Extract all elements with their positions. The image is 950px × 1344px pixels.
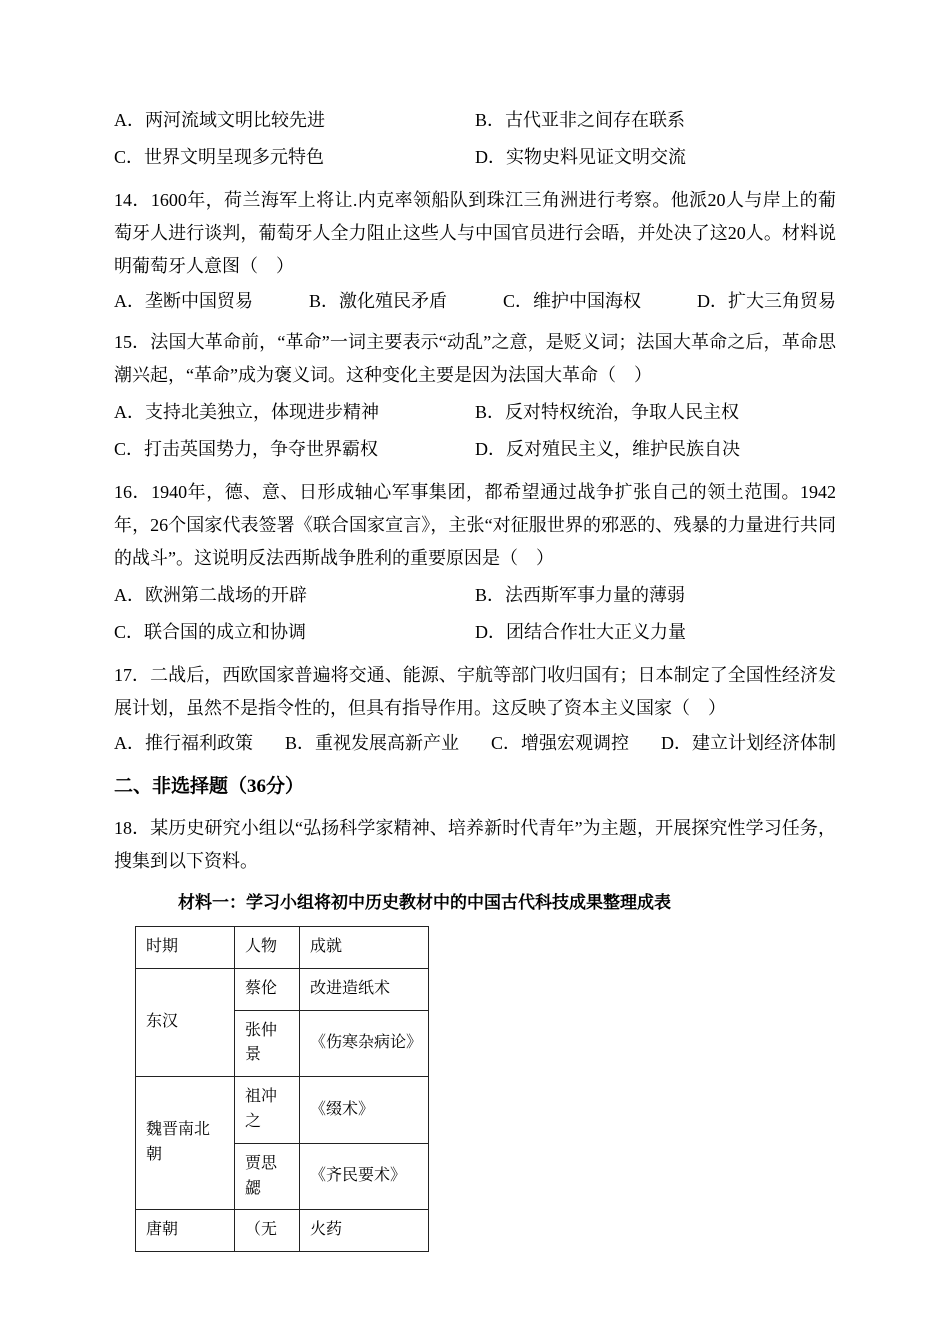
q17-option-d: D．建立计划经济体制 <box>660 733 836 753</box>
q17-options <box>114 727 836 760</box>
cell-person-zhangzhongjing: 张仲景 <box>235 1010 300 1077</box>
cell-person-zuchongzhi: 祖冲之 <box>235 1077 300 1144</box>
q13-option-d: D．实物史料见证文明交流 <box>475 147 686 167</box>
question-16-stem: 16．1940年，德、意、日形成轴心军事集团，都希望通过战争扩张自己的领土范围。1942年，26个国家代表签署《联合国家宣言》，主张“对征服世界的邪恶的、残暴的力量进行共同的战斗”。这说明反法西斯战争胜利的重要原因是（ ） <box>114 482 836 568</box>
cell-period-donghan: 东汉 <box>136 968 235 1076</box>
cell-achievement-gunpowder: 火药 <box>300 1210 429 1252</box>
q14-option-d: D．扩大三角贸易 <box>696 291 836 311</box>
question-14-stem: 14．1600年，荷兰海军上将让.内克率领船队到珠江三角洲进行考察。他派20人与岸上的葡萄牙人进行谈判，葡萄牙人全力阻止这些人与中国官员进行会晤，并处决了这20人。材料说明葡萄牙人意图（ ） <box>114 190 836 276</box>
cell-period-tang: 唐朝 <box>136 1210 235 1252</box>
q14-option-b: B．激化殖民矛盾 <box>308 291 447 311</box>
q13-option-a: A．两河流域文明比较先进 <box>114 110 325 130</box>
q14-option-c: C．维护中国海权 <box>502 291 641 311</box>
q16-option-a: A．欧洲第二战场的开辟 <box>114 585 307 605</box>
q15-option-a: A．支持北美独立，体现进步精神 <box>114 402 379 422</box>
table-row <box>136 1077 429 1144</box>
q16-option-b: B．法西斯军事力量的薄弱 <box>475 585 686 605</box>
cell-achievement-papermaking: 改进造纸术 <box>300 968 429 1010</box>
table-header-person: 人物 <box>235 927 300 969</box>
cell-person-jiasixie: 贾思勰 <box>235 1143 300 1210</box>
q13-option-b: B．古代亚非之间存在联系 <box>475 110 686 130</box>
table-header-achievement: 成就 <box>300 927 429 969</box>
question-15-stem: 15．法国大革命前，“革命”一词主要表示“动乱”之意，是贬义词；法国大革命之后，革命思潮兴起，“革命”成为褒义词。这种变化主要是因为法国大革命（ ） <box>114 332 836 385</box>
q16-options <box>114 577 836 651</box>
q17-option-b: B．重视发展高新产业 <box>284 733 459 753</box>
cell-achievement-zhuishu: 《缀术》 <box>300 1077 429 1144</box>
section-2-title: 二、非选择题（36分） <box>114 776 305 797</box>
cell-achievement-shanghan: 《伤寒杂病论》 <box>300 1010 429 1077</box>
q15-option-d: D．反对殖民主义，维护民族自决 <box>475 439 740 459</box>
q16-option-d: D．团结合作壮大正义力量 <box>475 622 686 642</box>
material-1-caption: 材料一：学习小组将初中历史教材中的中国古代科技成果整理成表 <box>178 893 671 912</box>
q15-options <box>114 394 836 468</box>
q14-option-a: A．垄断中国贸易 <box>114 291 253 311</box>
q14-options <box>114 285 836 318</box>
q13-options <box>114 102 836 176</box>
cell-person-cailun: 蔡伦 <box>235 968 300 1010</box>
q15-option-c: C．打击英国势力，争夺世界霸权 <box>114 439 379 459</box>
table-header-row <box>136 927 429 969</box>
cell-period-weijin: 魏晋南北朝 <box>136 1077 235 1210</box>
question-18-stem: 18．某历史研究小组以“弘扬科学家精神、培养新时代青年”为主题，开展探究性学习任务，搜集到以下资料。 <box>114 818 836 871</box>
q17-option-a: A．推行福利政策 <box>114 733 253 753</box>
cell-achievement-qimin: 《齐民要术》 <box>300 1143 429 1210</box>
table-header-period: 时期 <box>136 927 235 969</box>
q13-option-c: C．世界文明呈现多元特色 <box>114 147 325 167</box>
q15-option-b: B．反对特权统治，争取人民主权 <box>475 402 740 422</box>
material-1-table <box>135 926 429 1252</box>
table-row <box>136 1210 429 1252</box>
q16-option-c: C．联合国的成立和协调 <box>114 622 307 642</box>
table-row <box>136 968 429 1010</box>
cell-person-none: （无 <box>235 1210 300 1252</box>
question-17-stem: 17．二战后，西欧国家普遍将交通、能源、宇航等部门收归国有；日本制定了全国性经济发展计划，虽然不是指令性的，但具有指导作用。这反映了资本主义国家（ ） <box>114 665 836 718</box>
q17-option-c: C．增强宏观调控 <box>490 733 629 753</box>
